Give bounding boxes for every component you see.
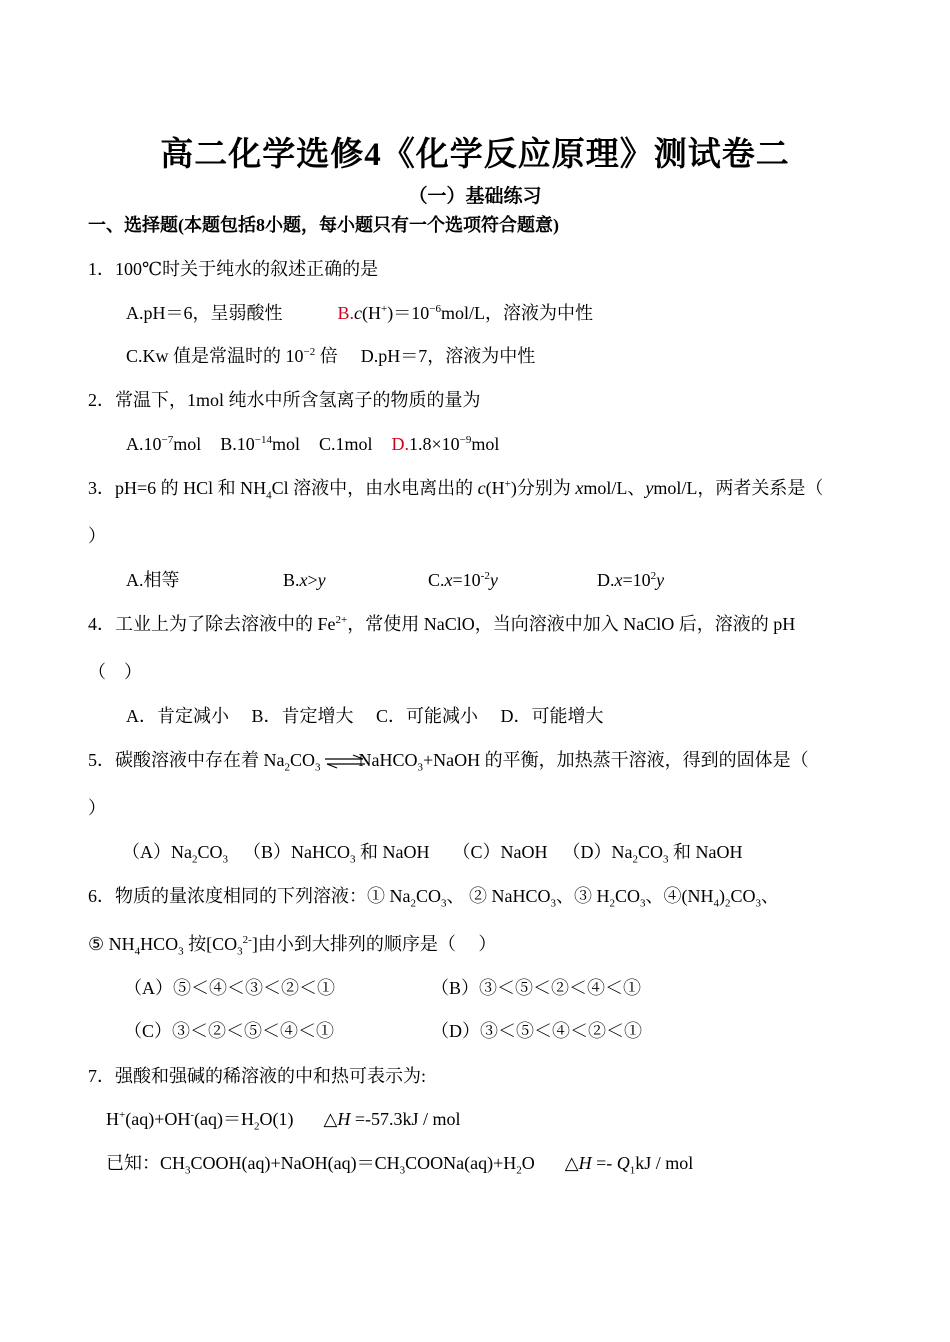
question-7-equation-2: 已知：$CH_3COOH(aq)+NaOH(aq)=CH_3COONa(aq)+H_2O$ △H =- $Q_1kJ$ / mol <box>106 1153 694 1177</box>
question-3-option-c: $C.x=10^{-2}y$ <box>428 570 498 590</box>
question-6-option-d: （D）③＜⑤＜④＜②＜① <box>431 1021 642 1041</box>
question-3-options <box>126 569 664 591</box>
question-3-option-b: B.x>y <box>283 570 326 590</box>
question-5-option-a: $(A)Na_2CO_3$ <box>122 842 229 866</box>
question-6-option-a: （A）⑤＜④＜③＜②＜① <box>124 978 335 998</box>
page-title: 高二化学选修4《化学反应原理》测试卷二 <box>160 137 790 173</box>
question-2-stem: 2．常温下，1mol 纯水中所含氢离子的物质的量为 <box>88 390 481 410</box>
question-5-option-c: （C）NaOH <box>452 842 548 862</box>
question-6-stem-line-2: ⑤ $NH_4HCO_3$ 按$[CO_3^{2-}]$由小到大排列的顺序是（ ） <box>88 934 497 958</box>
question-4-options: A．肯定减小 B．肯定增大 C．可能减小 D．可能增大 <box>126 706 604 726</box>
question-7-equation-1: $H^+(aq)+OH^-(aq)=H_2O(1)$ △H =-57.3kJ / mol <box>106 1109 461 1133</box>
question-1-option-d: D.pH＝7，溶液为中性 <box>360 346 536 366</box>
question-5-options <box>122 841 743 866</box>
question-4-stem-close: （ ） <box>88 662 142 682</box>
question-5-stem-close: ） <box>88 798 106 818</box>
question-1-options-row-2 <box>126 345 535 367</box>
equilibrium-arrow-icon <box>323 755 363 769</box>
question-1-stem: 1．100℃时关于纯水的叙述正确的是 <box>88 259 379 279</box>
question-4-stem: 4．工业上为了除去溶液中的 $Fe^{2+}$，常使用 NaClO，当向溶液中加入 NaClO 后，溶液的 pH <box>88 614 796 634</box>
question-2-option-b: $B.10^{-14}mol$ <box>220 434 300 454</box>
question-2-options <box>126 433 499 455</box>
question-2-option-c: C.1mol <box>318 434 373 454</box>
question-7-stem: 7．强酸和强碱的稀溶液的中和热可表示为: <box>88 1066 426 1086</box>
question-6-option-b: （B）③＜⑤＜②＜④＜① <box>431 978 642 998</box>
question-1-option-a: A.pH＝6，呈弱酸性 <box>126 303 283 323</box>
question-1-option-b-letter: B. <box>337 303 355 323</box>
question-2-option-a: $A.10^{-7}mol$ <box>126 434 202 454</box>
question-1-option-c: C.Kw 值是常温时的 $10^{-2}$ 倍 <box>126 346 338 366</box>
question-5-option-b: （B）NaHCO$_3$ 和 NaOH <box>243 842 430 866</box>
question-5-option-d: $(D)Na_2CO_3$ 和 NaOH <box>562 842 743 866</box>
question-5-stem: 5．碳酸溶液中存在着 $Na_2CO_3$ NaHCO$_3$+NaOH 的平衡，加热蒸干溶液，得到的固体是（ <box>88 750 809 774</box>
question-3-stem: 3．pH=6 的 HCl 和 $NH_4Cl$ 溶液中，由水电离出的 c(H+)分别为 xmol/L、ymol/L，两者关系是（ <box>88 478 824 502</box>
question-6-stem: 6．物质的量浓度相同的下列溶液：① $Na_2CO_3$、 ② NaHCO$_3$、③ $H_2CO_3$、$④(NH_4)_2CO_3$、 <box>88 886 780 910</box>
question-3-option-a: A.相等 <box>126 570 180 590</box>
question-6-option-c: （C）③＜②＜⑤＜④＜① <box>124 1021 335 1041</box>
question-3-stem-close: ） <box>88 526 106 546</box>
section-heading: 一、选择题(本题包括8小题，每小题只有一个选项符合题意) <box>88 215 559 235</box>
page-subtitle: （一）基础练习 <box>408 186 542 207</box>
question-2-option-d: $D.1.8\times 10^{-9}mol$ <box>391 434 500 454</box>
question-3-option-d: $D.x=10^2y$ <box>597 570 665 590</box>
question-1-options-row-1: A.pH＝6，呈弱酸性 $B.c(H^+)=10^{-6}mol/L$，溶液为中性 <box>126 303 593 323</box>
